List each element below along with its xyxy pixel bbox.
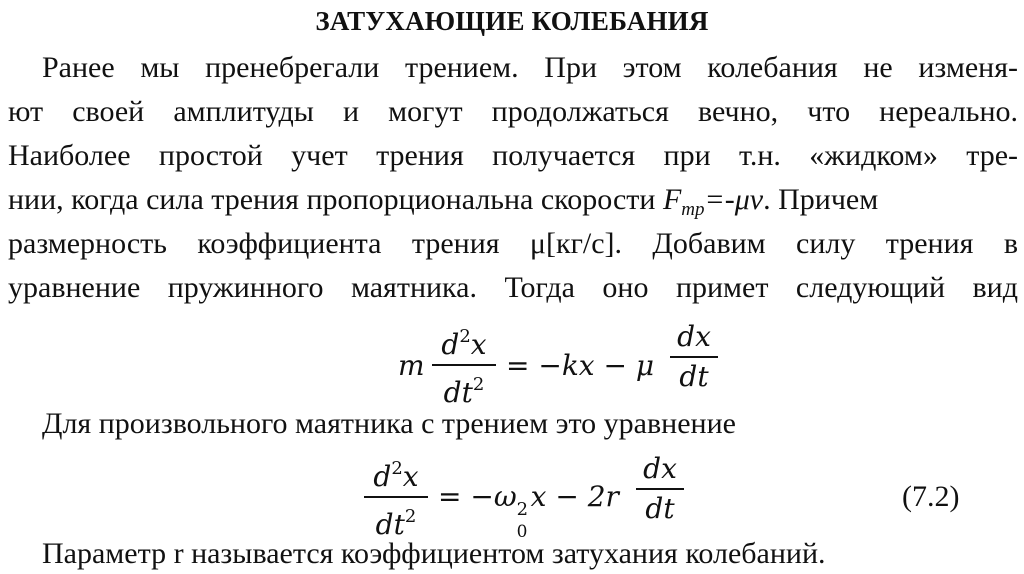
text-line: Параметр r называется коэффициентом затухания колебаний.: [42, 537, 826, 570]
text-line: ют своей амплитуды и могут продолжаться вечно, что нереально.: [8, 95, 1018, 128]
page-title: ЗАТУХАЮЩИЕ КОЛЕБАНИЯ: [315, 6, 709, 36]
text-line: Ранее мы пренебрегали трением. При этом колебания не изменя-: [42, 51, 1018, 84]
equation-rhs: = −ω 2 0 x − 2r: [438, 480, 619, 542]
fraction-numerator: $d^2x$: [441, 326, 487, 361]
fraction-bar: [670, 356, 718, 358]
fraction-numerator: dx: [643, 452, 677, 485]
force-subscript: тр: [681, 199, 705, 220]
text-fragment: . Причем: [763, 183, 879, 216]
fraction-bar: [636, 488, 684, 490]
second-derivative-fraction: [432, 320, 496, 410]
equation-number: (7.2): [902, 480, 960, 513]
first-derivative-fraction: [636, 452, 684, 526]
text-line: [8, 180, 1018, 230]
text-line: Наиболее простой учет трения получается при т.н. «жидком» тре-: [8, 139, 1018, 172]
friction-formula: =-μv: [704, 183, 764, 216]
force-symbol: F: [662, 183, 682, 216]
text-line: уравнение пружинного маятника. Тогда оно примет следующий вид: [8, 271, 1018, 304]
fraction-bar: [364, 496, 428, 498]
fraction-denominator: dt: [679, 360, 709, 393]
text-line: Для произвольного маятника с трением это уравнение: [42, 407, 736, 440]
fraction-numerator: dx: [677, 320, 711, 353]
fraction-denominator: $dt^2$: [443, 374, 485, 409]
equation-rhs: = −kx − μ: [506, 349, 655, 382]
text-fragment: нии, когда сила трения пропорциональна скорости: [8, 183, 663, 216]
first-derivative-fraction: [670, 320, 718, 394]
fraction-denominator: $dt^2$: [375, 506, 417, 541]
text-line: размерность коэффициента трения μ[кг/с]. Добавим силу трения в: [8, 227, 1018, 260]
mass-symbol: m: [398, 349, 425, 382]
fraction-denominator: dt: [645, 492, 675, 525]
second-derivative-fraction: [364, 452, 428, 542]
fraction-numerator: $d^2x$: [373, 458, 419, 493]
fraction-bar: [432, 364, 496, 366]
